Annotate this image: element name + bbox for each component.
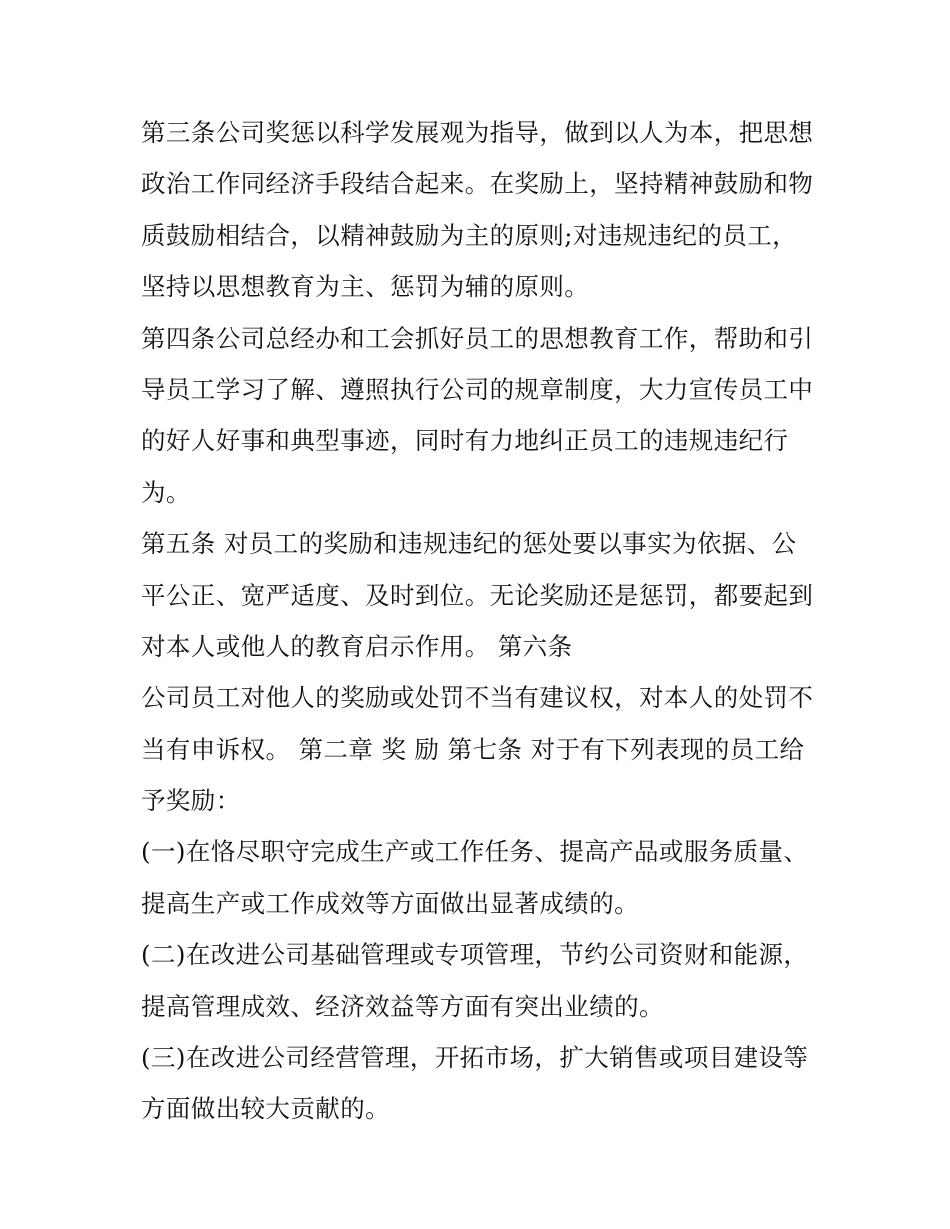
text-line: 坚持以思想教育为主、惩罚为辅的原则。 <box>141 272 590 302</box>
text-line: 当有申诉权。 第二章 奖 励 第七条 对于有下列表现的员工给 <box>141 734 805 764</box>
text-line: 政治工作同经济手段结合起来。在奖励上，坚持精神鼓励和物 <box>141 169 814 199</box>
text-line: 第五条 对员工的奖励和违规违纪的惩处要以事实为依据、公 <box>141 529 797 559</box>
text-line: 提高生产或工作成效等方面做出显著成绩的。 <box>141 888 639 918</box>
text-line: 予奖励： <box>141 786 241 816</box>
text-line: 第四条公司总经办和工会抓好员工的思想教育工作，帮助和引 <box>141 323 814 353</box>
text-line: (一)在恪尽职守完成生产或工作任务、提高产品或服务质量、 <box>141 837 809 867</box>
text-line: 方面做出较大贡献的。 <box>141 1094 390 1124</box>
text-line: (二)在改进公司基础管理或专项管理，节约公司资财和能源， <box>141 940 809 970</box>
text-line: (三)在改进公司经营管理，开拓市场，扩大销售或项目建设等 <box>141 1043 809 1073</box>
text-line: 提高管理成效、经济效益等方面有突出业绩的。 <box>141 991 664 1021</box>
text-line: 的好人好事和典型事迹，同时有力地纠正员工的违规违纪行 <box>141 426 789 456</box>
document-body <box>141 107 821 1135</box>
text-line: 为。 <box>141 477 191 507</box>
text-line: 公司员工对他人的奖励或处罚不当有建议权，对本人的处罚不 <box>141 683 814 713</box>
text-line: 平公正、宽严适度、及时到位。无论奖励还是惩罚，都要起到 <box>141 580 814 610</box>
text-line: 第三条公司奖惩以科学发展观为指导，做到以人为本，把思想 <box>141 118 814 147</box>
text-line: 导员工学习了解、遵照执行公司的规章制度，大力宣传员工中 <box>141 374 814 404</box>
text-line: 质鼓励相结合，以精神鼓励为主的原则;对违规违纪的员工， <box>141 220 798 250</box>
text-line: 对本人或他人的教育启示作用。 第六条 <box>141 631 573 661</box>
